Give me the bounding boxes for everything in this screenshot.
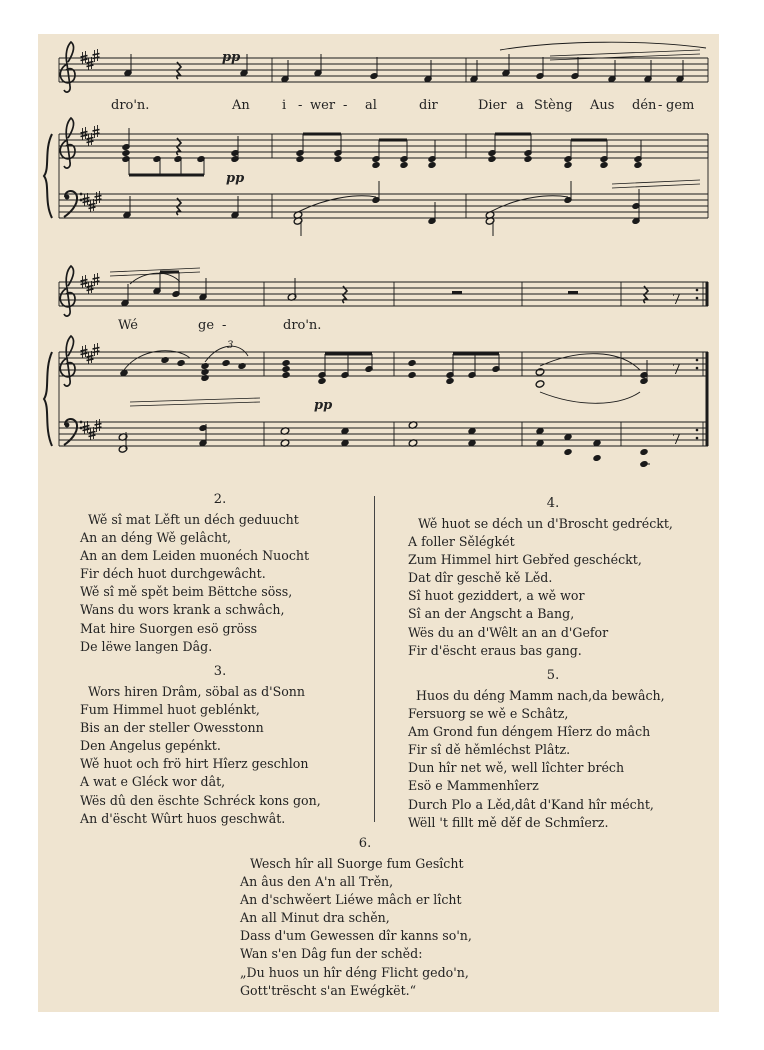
stanza-line: De lëwe langen Dâg. (80, 638, 213, 654)
lyric-syllable: - (658, 98, 663, 113)
stanza-line: An âus den A'n all Trěn, (240, 874, 394, 890)
stanza-line: Gott'trëscht s'an Ewégkët.“ (240, 982, 417, 998)
stanza-number: 5. (546, 668, 560, 683)
lyric-syllable: Aus (590, 98, 615, 113)
stanza-line: Fersuorg se wě e Schâtz, (408, 706, 569, 722)
stanza-line: Wě sî mě spět beim Bëttche söss, (80, 584, 293, 600)
stanza-line: An d'ëscht Wûrt huos geschwât. (80, 810, 286, 826)
dynamic-pp-piano: pp (226, 171, 245, 186)
stanza-line: Huos du déng Mamm nach,da bewâch, (416, 688, 665, 703)
stanza-line: Dass d'um Gewessen dîr kanns so'n, (240, 928, 472, 944)
sheet-music (0, 0, 764, 480)
stanza-number: 4. (546, 496, 560, 511)
stanza-line: Den Angelus gepénkt. (80, 738, 221, 754)
stanza-line: Bis an der steller Owesstonn (80, 720, 264, 736)
stanza-line: An an dem Leiden muonéch Nuocht (80, 548, 310, 564)
stanza-line: Wan s'en Dâg fun der schěd: (240, 946, 423, 962)
stanza-line: Fum Himmel huot geblénkt, (80, 702, 260, 718)
stanza-line: An d'schwěert Liéwe mâch er lîcht (240, 892, 462, 908)
lyric-syllable: dro'n. (111, 98, 150, 113)
stanza-line: Wës du an d'Wêlt an an d'Gefor (408, 624, 609, 640)
svg-text:7: 7 (672, 432, 681, 448)
svg-text:3: 3 (227, 340, 234, 351)
lyric-syllable: i (282, 98, 287, 113)
stanza-line: Wës dû den ëschte Schréck kons gon, (80, 792, 321, 808)
stanza-line: Zum Himmel hirt Gebřed geschéckt, (408, 552, 642, 568)
stanza-line: Wesch hîr all Suorge fum Gesîcht (250, 856, 464, 871)
stanza-6 (240, 836, 530, 1000)
stanza-line: Sî an der Angscht a Bang, (408, 606, 575, 622)
stanza-line: Wě huot se déch un d'Broscht gedréckt, (418, 516, 673, 531)
stanza-line: „Du huos un hîr déng Flicht gedo'n, (240, 964, 469, 980)
lyric-syllable: Wé (118, 318, 138, 333)
stanza-2 (80, 492, 360, 656)
stanza-line: Wëll 't fillt mě děf de Schmîerz. (408, 814, 609, 830)
lyric-syllable: Stèng (534, 98, 573, 113)
dynamic-pp-piano-2: pp (314, 398, 333, 413)
stanza-line: Wors hiren Drâm, söbal as d'Sonn (88, 684, 306, 699)
svg-text:7: 7 (672, 362, 681, 378)
stanza-line: Durch Plo a Lěd,dât d'Kand hîr mécht, (408, 796, 654, 812)
stanza-line: Fir d'ëscht eraus bas gang. (408, 642, 582, 658)
lyric-syllable: Dier (478, 98, 507, 113)
lyric-syllable: ge (198, 318, 215, 333)
stanza-line: A wat e Gléck wor dât, (80, 774, 226, 790)
lyric-syllable: a (516, 98, 524, 113)
stanza-5 (408, 668, 698, 832)
stanza-line: Wans du wors krank a schwâch, (80, 602, 285, 618)
lyric-syllable: dro'n. (283, 318, 322, 333)
dynamic-pp-vocal: pp (222, 50, 241, 65)
lyric-syllable: gem (666, 98, 695, 113)
svg-text:7: 7 (672, 292, 681, 308)
lyric-syllable: wer (310, 98, 336, 113)
stanza-line: An all Minut dra schěn, (240, 910, 390, 926)
column-divider (374, 496, 375, 822)
stanza-number: 2. (213, 492, 227, 507)
stanza-line: Mat hire Suorgen esö gröss (80, 620, 258, 636)
lyric-syllable: dén (632, 98, 657, 113)
stanza-line: An an déng Wě gelâcht, (80, 530, 232, 546)
lyric-syllable: dir (419, 98, 438, 113)
stanza-line: Wě huot och frö hirt Hîerz geschlon (80, 756, 309, 772)
stanza-3 (80, 664, 360, 828)
stanza-line: A foller Sělégkét (408, 534, 515, 550)
stanza-line: Esö e Mammenhîerz (408, 778, 539, 794)
stanza-line: Am Grond fun déngem Hîerz do mâch (408, 724, 651, 740)
stanza-4 (408, 496, 698, 660)
lyric-syllable: - (298, 98, 303, 113)
stanza-line: Dat dîr geschě kě Lěd. (408, 570, 553, 586)
stanza-line: Sî huot geziddert, a wě wor (408, 588, 585, 604)
lyric-syllable: An (232, 98, 250, 113)
stanza-line: Fir déch huot durchgewâcht. (80, 566, 266, 582)
stanza-number: 6. (358, 836, 372, 851)
stanza-line: Dun hîr net wě, well lîchter bréch (408, 760, 625, 776)
stanza-line: Fir sî dě hěmléchst Plâtz. (408, 742, 571, 758)
lyric-syllable: - (343, 98, 348, 113)
stanza-number: 3. (213, 664, 227, 679)
lyric-syllable: al (365, 98, 377, 113)
lyric-syllable: - (222, 318, 227, 333)
stanza-line: Wě sî mat Lěft un déch geduucht (88, 512, 299, 527)
